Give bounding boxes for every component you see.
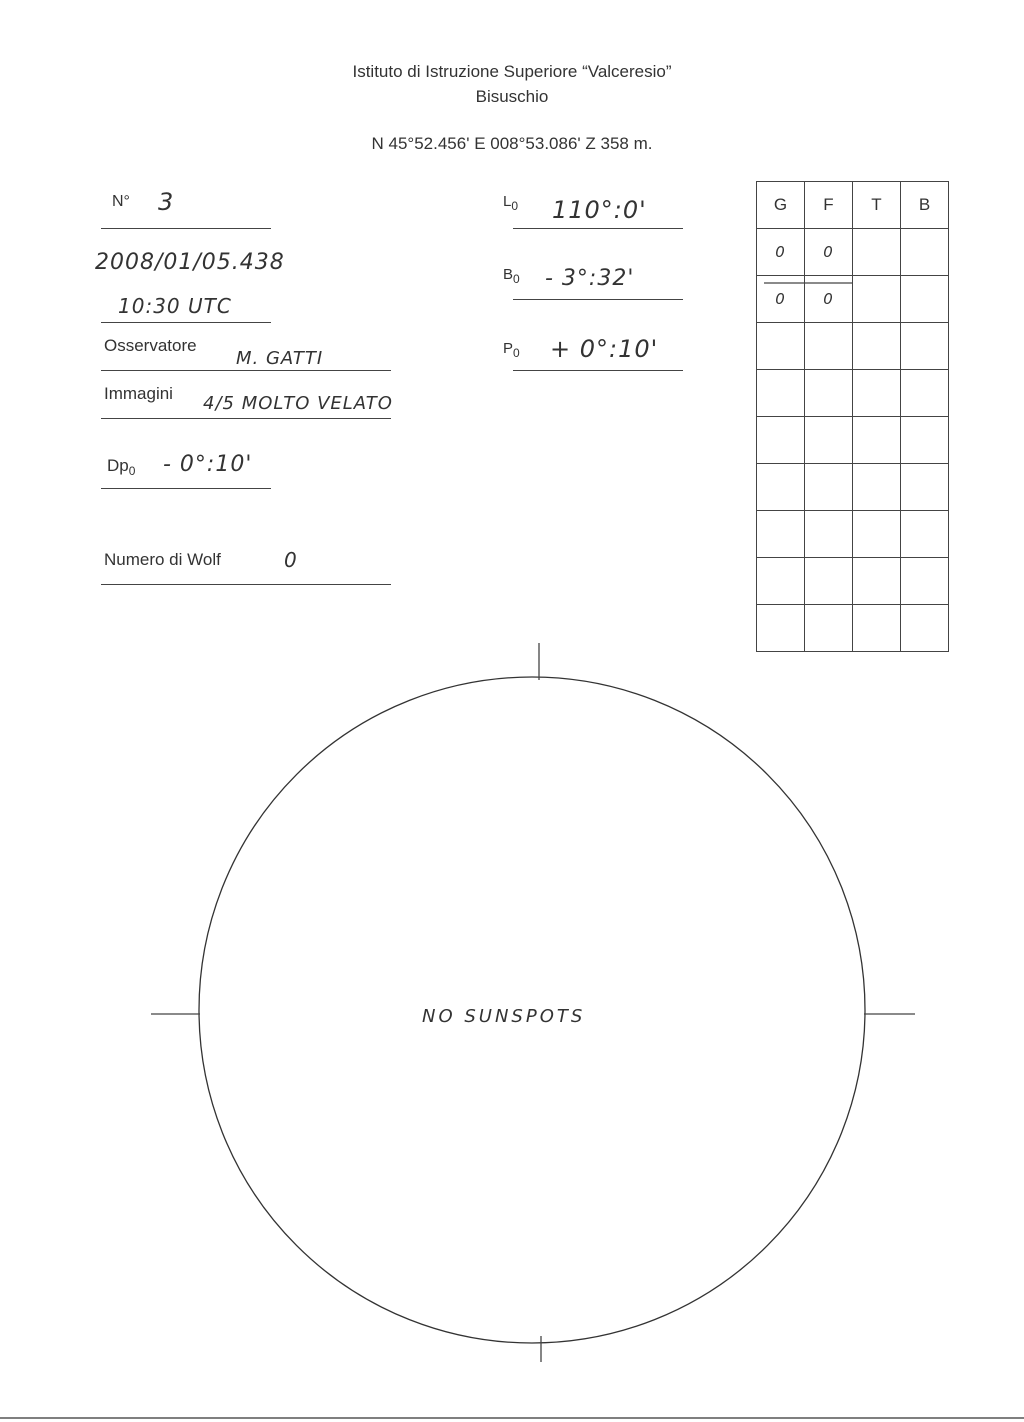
b0-label-sub: 0: [513, 272, 520, 286]
images-label: Immagini: [104, 384, 173, 403]
p0-label-sub: 0: [513, 346, 520, 360]
column-header-g: G: [757, 182, 805, 229]
dp0-label-text: Dp: [107, 456, 129, 475]
l0-label-sub: 0: [511, 199, 519, 213]
b0-value: - 3°:32': [545, 266, 635, 291]
wolf-number-value: 0: [284, 548, 298, 572]
images-value: 4/5 MOLTO VELATO: [203, 393, 393, 414]
b0-label-text: B: [503, 266, 514, 283]
observer-value: M. GATTI: [236, 348, 324, 369]
table-cell: 0: [757, 276, 805, 323]
l0-label-text: L: [503, 193, 512, 210]
observer-label: Osservatore: [104, 336, 197, 355]
dp0-label-sub: 0: [128, 464, 136, 478]
no-sunspots-note: NO SUNSPOTS: [422, 1006, 586, 1027]
observatory-coordinates: N 45°52.456' E 008°53.086' Z 358 m.: [371, 134, 653, 153]
table-cell: 0: [805, 229, 853, 276]
number-label: N°: [112, 193, 130, 210]
number-value: 3: [158, 188, 175, 216]
l0-value: 110°:0': [552, 196, 647, 224]
wolf-number-label: Numero di Wolf: [104, 550, 221, 569]
table-cell: 0: [805, 276, 853, 323]
p0-value: + 0°:10': [550, 335, 659, 363]
column-header-b: B: [901, 182, 949, 229]
table-cell: 0: [757, 229, 805, 276]
town-name: Bisuschio: [475, 87, 549, 106]
p0-label-text: P: [503, 340, 514, 357]
time-value: 10:30 UTC: [118, 294, 232, 318]
date-value: 2008/01/05.438: [95, 250, 285, 275]
institute-name: Istituto di Istruzione Superiore “Valceresio”: [352, 62, 672, 81]
column-header-t: T: [853, 182, 901, 229]
dp0-value: - 0°:10': [163, 452, 253, 477]
column-header-f: F: [805, 182, 853, 229]
